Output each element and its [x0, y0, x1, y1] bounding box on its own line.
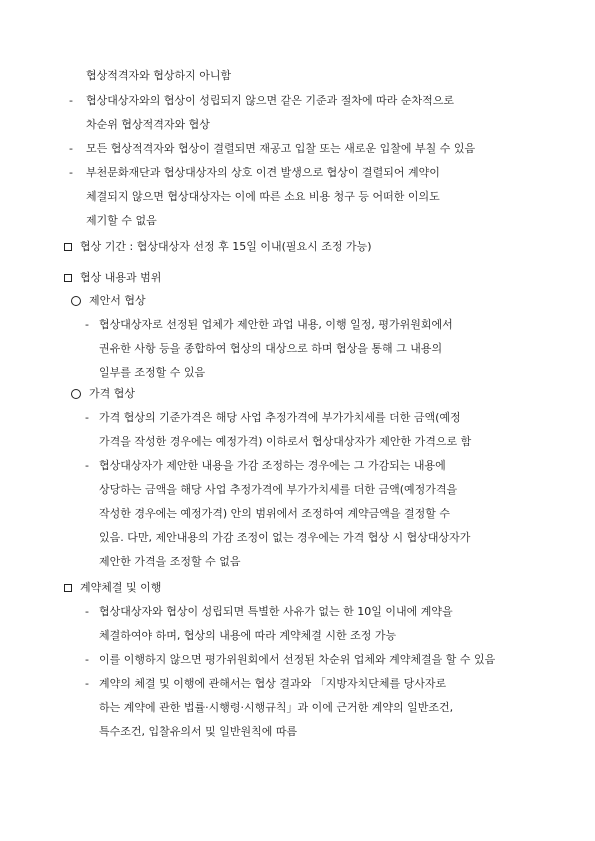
text-line: 작성한 경우에는 예정가격) 안의 범위에서 조정하여 계약금액을 결정할 수 — [99, 507, 451, 520]
circle-bullet-icon — [71, 389, 81, 399]
text-line: 상당하는 금액을 해당 사업 추정가격에 부가가치세를 더한 금액(예정가격을 — [99, 483, 458, 496]
text-line: 제안한 가격을 조정할 수 없음 — [99, 555, 241, 568]
dash-marker: - — [85, 605, 89, 618]
text-line: 권유한 사항 등을 종합하여 협상의 대상으로 하며 협상을 통해 그 내용의 — [99, 342, 443, 355]
text-line: 일부를 조정할 수 있음 — [99, 366, 206, 379]
dash-marker: - — [85, 653, 89, 666]
checkbox-bullet-icon — [64, 243, 72, 251]
text-line: 협상대상자와 협상이 성립되면 특별한 사유가 없는 한 10일 이내에 계약을 — [99, 605, 453, 618]
text-line: 차순위 협상적격자와 협상 — [86, 118, 210, 131]
text-line: 체결되지 않으면 협상대상자는 이에 따른 소요 비용 청구 등 어떠한 이의도 — [86, 190, 440, 203]
text-line: 제기할 수 없음 — [86, 214, 157, 227]
dash-marker: - — [69, 166, 73, 179]
text-line: 하는 계약에 관한 법률·시행령·시행규칙」과 이에 근거한 계약의 일반조건, — [99, 701, 454, 714]
text-line: 모든 협상적격자와 협상이 결렬되면 재공고 입찰 또는 새로운 입찰에 부칠 수 있음 — [86, 142, 476, 155]
text-line: 가격 협상의 기준가격은 해당 사업 추정가격에 부가가치세를 더한 금액(예정 — [99, 411, 461, 424]
text-line: 협상대상자와의 협상이 성립되지 않으면 같은 기준과 절차에 따라 순차적으로 — [86, 94, 455, 107]
circle-bullet-icon — [71, 296, 81, 306]
dash-marker: - — [85, 677, 89, 690]
dash-marker: - — [69, 94, 73, 107]
text-line: 협상대상자로 선정된 업체가 제안한 과업 내용, 이행 일정, 평가위원회에서 — [99, 318, 453, 331]
checkbox-bullet-icon — [64, 274, 72, 282]
subsection-heading-price: 가격 협상 — [89, 387, 136, 400]
section-heading-contract: 계약체결 및 이행 — [80, 581, 162, 594]
text-line: 체결하여야 하며, 협상의 내용에 따라 계약체결 시한 조정 가능 — [99, 629, 397, 642]
text-line: 협상대상자가 제안한 내용을 가감 조정하는 경우에는 그 가감되는 내용에 — [99, 459, 446, 472]
section-heading-period: 협상 기간 : 협상대상자 선정 후 15일 이내(필요시 조정 가능) — [80, 240, 372, 253]
text-line: 협상적격자와 협상하지 아니함 — [86, 69, 232, 82]
text-line: 계약의 체결 및 이행에 관해서는 협상 결과와 「지방자치단체를 당사자로 — [99, 677, 447, 690]
text-line: 가격을 작성한 경우에는 예정가격) 이하로서 협상대상자가 제안한 가격으로 함 — [99, 435, 472, 448]
dash-marker: - — [85, 411, 89, 424]
text-line: 이를 이행하지 않으면 평가위원회에서 선정된 차순위 업체와 계약체결을 할 수 있음 — [99, 653, 496, 666]
checkbox-bullet-icon — [64, 584, 72, 592]
text-line: 부천문화재단과 협상대상자의 상호 이견 발생으로 협상이 결렬되어 계약이 — [86, 166, 440, 179]
section-heading-scope: 협상 내용과 범위 — [80, 271, 162, 284]
subsection-heading-proposal: 제안서 협상 — [89, 294, 146, 307]
dash-marker: - — [69, 142, 73, 155]
dash-marker: - — [85, 459, 89, 472]
dash-marker: - — [85, 318, 89, 331]
text-line: 있음. 다만, 제안내용의 가감 조정이 없는 경우에는 가격 협상 시 협상대상자가 — [99, 531, 471, 544]
text-line: 특수조건, 입찰유의서 및 일반원칙에 따름 — [99, 725, 298, 738]
